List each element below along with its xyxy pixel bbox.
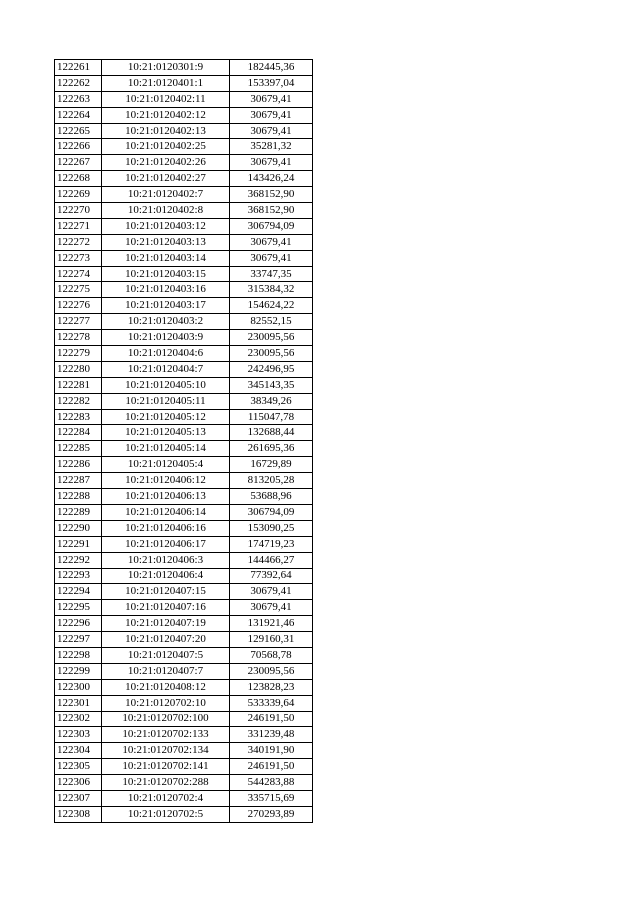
table-row <box>55 727 313 743</box>
table-row <box>55 298 313 314</box>
row-number-cell: 122307 <box>55 790 102 806</box>
cadastral-number-cell: 10:21:0120402:27 <box>102 171 230 187</box>
row-number-cell: 122265 <box>55 123 102 139</box>
table-row <box>55 266 313 282</box>
cadastral-number-cell: 10:21:0120702:10 <box>102 695 230 711</box>
cadastral-number-cell: 10:21:0120403:17 <box>102 298 230 314</box>
cadastral-value-cell: 306794,09 <box>230 218 313 234</box>
cadastral-number-cell: 10:21:0120404:6 <box>102 346 230 362</box>
cadastral-number-cell: 10:21:0120301:9 <box>102 60 230 76</box>
row-number-cell: 122286 <box>55 457 102 473</box>
cadastral-number-cell: 10:21:0120407:19 <box>102 616 230 632</box>
cadastral-number-cell: 10:21:0120702:4 <box>102 790 230 806</box>
row-number-cell: 122270 <box>55 203 102 219</box>
table-row <box>55 695 313 711</box>
row-number-cell: 122289 <box>55 504 102 520</box>
table-row <box>55 584 313 600</box>
row-number-cell: 122273 <box>55 250 102 266</box>
cadastral-number-cell: 10:21:0120407:20 <box>102 632 230 648</box>
cadastral-value-cell: 331239,48 <box>230 727 313 743</box>
table-row <box>55 123 313 139</box>
cadastral-value-cell: 242496,95 <box>230 361 313 377</box>
cadastral-number-cell: 10:21:0120406:12 <box>102 473 230 489</box>
table-row <box>55 616 313 632</box>
row-number-cell: 122290 <box>55 520 102 536</box>
cadastral-value-cell: 368152,90 <box>230 203 313 219</box>
row-number-cell: 122303 <box>55 727 102 743</box>
cadastral-number-cell: 10:21:0120702:5 <box>102 806 230 822</box>
cadastral-number-cell: 10:21:0120407:7 <box>102 663 230 679</box>
table-row <box>55 409 313 425</box>
table-row <box>55 473 313 489</box>
cadastral-number-cell: 10:21:0120402:12 <box>102 107 230 123</box>
cadastral-value-cell: 30679,41 <box>230 155 313 171</box>
row-number-cell: 122274 <box>55 266 102 282</box>
row-number-cell: 122276 <box>55 298 102 314</box>
row-number-cell: 122295 <box>55 600 102 616</box>
table-row <box>55 75 313 91</box>
cadastral-number-cell: 10:21:0120407:15 <box>102 584 230 600</box>
cadastral-value-cell: 70568,78 <box>230 647 313 663</box>
row-number-cell: 122288 <box>55 489 102 505</box>
cadastral-value-cell: 813205,28 <box>230 473 313 489</box>
cadastral-value-cell: 115047,78 <box>230 409 313 425</box>
cadastral-value-cell: 340191,90 <box>230 743 313 759</box>
table-row <box>55 536 313 552</box>
cadastral-number-cell: 10:21:0120401:1 <box>102 75 230 91</box>
cadastral-number-cell: 10:21:0120405:13 <box>102 425 230 441</box>
table-row <box>55 203 313 219</box>
cadastral-value-cell: 182445,36 <box>230 60 313 76</box>
cadastral-value-cell: 230095,56 <box>230 330 313 346</box>
cadastral-value-cell: 30679,41 <box>230 234 313 250</box>
cadastral-value-cell: 154624,22 <box>230 298 313 314</box>
cadastral-number-cell: 10:21:0120403:14 <box>102 250 230 266</box>
row-number-cell: 122299 <box>55 663 102 679</box>
row-number-cell: 122296 <box>55 616 102 632</box>
cadastral-number-cell: 10:21:0120406:3 <box>102 552 230 568</box>
cadastral-number-cell: 10:21:0120402:7 <box>102 187 230 203</box>
table-row <box>55 663 313 679</box>
cadastral-value-cell: 30679,41 <box>230 107 313 123</box>
row-number-cell: 122266 <box>55 139 102 155</box>
cadastral-value-cell: 53688,96 <box>230 489 313 505</box>
cadastral-number-cell: 10:21:0120405:4 <box>102 457 230 473</box>
row-number-cell: 122302 <box>55 711 102 727</box>
table-row <box>55 393 313 409</box>
row-number-cell: 122267 <box>55 155 102 171</box>
table-row <box>55 346 313 362</box>
row-number-cell: 122263 <box>55 91 102 107</box>
cadastral-number-cell: 10:21:0120403:2 <box>102 314 230 330</box>
row-number-cell: 122280 <box>55 361 102 377</box>
cadastral-value-cell: 123828,23 <box>230 679 313 695</box>
row-number-cell: 122281 <box>55 377 102 393</box>
cadastral-value-table <box>54 59 313 823</box>
cadastral-number-cell: 10:21:0120405:12 <box>102 409 230 425</box>
cadastral-value-cell: 38349,26 <box>230 393 313 409</box>
row-number-cell: 122284 <box>55 425 102 441</box>
row-number-cell: 122279 <box>55 346 102 362</box>
table-row <box>55 107 313 123</box>
cadastral-number-cell: 10:21:0120405:14 <box>102 441 230 457</box>
cadastral-value-cell: 345143,35 <box>230 377 313 393</box>
row-number-cell: 122269 <box>55 187 102 203</box>
table-row <box>55 600 313 616</box>
table-row <box>55 218 313 234</box>
table-row <box>55 743 313 759</box>
row-number-cell: 122272 <box>55 234 102 250</box>
row-number-cell: 122275 <box>55 282 102 298</box>
cadastral-number-cell: 10:21:0120402:13 <box>102 123 230 139</box>
row-number-cell: 122305 <box>55 759 102 775</box>
table-row <box>55 91 313 107</box>
cadastral-value-cell: 30679,41 <box>230 91 313 107</box>
table-row <box>55 552 313 568</box>
table-row <box>55 520 313 536</box>
table-row <box>55 647 313 663</box>
cadastral-value-cell: 153397,04 <box>230 75 313 91</box>
row-number-cell: 122306 <box>55 775 102 791</box>
cadastral-value-cell: 30679,41 <box>230 250 313 266</box>
row-number-cell: 122308 <box>55 806 102 822</box>
table-row <box>55 187 313 203</box>
cadastral-value-cell: 368152,90 <box>230 187 313 203</box>
row-number-cell: 122292 <box>55 552 102 568</box>
row-number-cell: 122262 <box>55 75 102 91</box>
cadastral-value-cell: 132688,44 <box>230 425 313 441</box>
table-body <box>55 60 313 823</box>
table-row <box>55 314 313 330</box>
cadastral-number-cell: 10:21:0120405:11 <box>102 393 230 409</box>
cadastral-number-cell: 10:21:0120406:17 <box>102 536 230 552</box>
cadastral-number-cell: 10:21:0120402:25 <box>102 139 230 155</box>
cadastral-value-cell: 30679,41 <box>230 123 313 139</box>
table-row <box>55 330 313 346</box>
table-row <box>55 489 313 505</box>
cadastral-value-cell: 143426,24 <box>230 171 313 187</box>
cadastral-number-cell: 10:21:0120405:10 <box>102 377 230 393</box>
cadastral-number-cell: 10:21:0120403:15 <box>102 266 230 282</box>
cadastral-number-cell: 10:21:0120403:12 <box>102 218 230 234</box>
row-number-cell: 122282 <box>55 393 102 409</box>
row-number-cell: 122287 <box>55 473 102 489</box>
cadastral-value-cell: 174719,23 <box>230 536 313 552</box>
table-row <box>55 361 313 377</box>
table-row <box>55 504 313 520</box>
cadastral-number-cell: 10:21:0120403:13 <box>102 234 230 250</box>
row-number-cell: 122293 <box>55 568 102 584</box>
cadastral-value-cell: 230095,56 <box>230 663 313 679</box>
cadastral-number-cell: 10:21:0120402:26 <box>102 155 230 171</box>
cadastral-number-cell: 10:21:0120407:5 <box>102 647 230 663</box>
row-number-cell: 122304 <box>55 743 102 759</box>
cadastral-value-cell: 230095,56 <box>230 346 313 362</box>
table-row <box>55 250 313 266</box>
cadastral-value-cell: 270293,89 <box>230 806 313 822</box>
cadastral-value-cell: 129160,31 <box>230 632 313 648</box>
cadastral-number-cell: 10:21:0120404:7 <box>102 361 230 377</box>
table-row <box>55 632 313 648</box>
cadastral-number-cell: 10:21:0120406:4 <box>102 568 230 584</box>
row-number-cell: 122278 <box>55 330 102 346</box>
row-number-cell: 122271 <box>55 218 102 234</box>
cadastral-number-cell: 10:21:0120406:14 <box>102 504 230 520</box>
cadastral-number-cell: 10:21:0120406:16 <box>102 520 230 536</box>
table-row <box>55 425 313 441</box>
cadastral-number-cell: 10:21:0120702:288 <box>102 775 230 791</box>
table-row <box>55 790 313 806</box>
table-row <box>55 60 313 76</box>
row-number-cell: 122297 <box>55 632 102 648</box>
cadastral-number-cell: 10:21:0120403:16 <box>102 282 230 298</box>
table-row <box>55 759 313 775</box>
table-row <box>55 711 313 727</box>
cadastral-value-cell: 246191,50 <box>230 711 313 727</box>
cadastral-value-cell: 35281,32 <box>230 139 313 155</box>
cadastral-number-cell: 10:21:0120408:12 <box>102 679 230 695</box>
cadastral-value-cell: 153090,25 <box>230 520 313 536</box>
row-number-cell: 122264 <box>55 107 102 123</box>
cadastral-value-cell: 144466,27 <box>230 552 313 568</box>
cadastral-number-cell: 10:21:0120702:133 <box>102 727 230 743</box>
cadastral-value-cell: 544283,88 <box>230 775 313 791</box>
cadastral-number-cell: 10:21:0120702:141 <box>102 759 230 775</box>
cadastral-number-cell: 10:21:0120403:9 <box>102 330 230 346</box>
cadastral-value-cell: 131921,46 <box>230 616 313 632</box>
cadastral-number-cell: 10:21:0120406:13 <box>102 489 230 505</box>
cadastral-value-cell: 246191,50 <box>230 759 313 775</box>
row-number-cell: 122283 <box>55 409 102 425</box>
table-row <box>55 457 313 473</box>
table-row <box>55 377 313 393</box>
row-number-cell: 122285 <box>55 441 102 457</box>
table-row <box>55 234 313 250</box>
row-number-cell: 122300 <box>55 679 102 695</box>
table-row <box>55 155 313 171</box>
row-number-cell: 122277 <box>55 314 102 330</box>
cadastral-number-cell: 10:21:0120702:100 <box>102 711 230 727</box>
row-number-cell: 122298 <box>55 647 102 663</box>
cadastral-value-cell: 77392,64 <box>230 568 313 584</box>
cadastral-value-cell: 261695,36 <box>230 441 313 457</box>
table-row <box>55 568 313 584</box>
cadastral-value-cell: 306794,09 <box>230 504 313 520</box>
cadastral-value-cell: 33747,35 <box>230 266 313 282</box>
cadastral-value-cell: 30679,41 <box>230 584 313 600</box>
table-row <box>55 139 313 155</box>
row-number-cell: 122294 <box>55 584 102 600</box>
row-number-cell: 122291 <box>55 536 102 552</box>
cadastral-value-cell: 82552,15 <box>230 314 313 330</box>
cadastral-value-cell: 315384,32 <box>230 282 313 298</box>
cadastral-number-cell: 10:21:0120702:134 <box>102 743 230 759</box>
cadastral-value-cell: 533339,64 <box>230 695 313 711</box>
row-number-cell: 122261 <box>55 60 102 76</box>
cadastral-value-cell: 30679,41 <box>230 600 313 616</box>
row-number-cell: 122268 <box>55 171 102 187</box>
cadastral-number-cell: 10:21:0120402:8 <box>102 203 230 219</box>
table-row <box>55 441 313 457</box>
table-row <box>55 282 313 298</box>
cadastral-value-cell: 16729,89 <box>230 457 313 473</box>
table-row <box>55 171 313 187</box>
table-row <box>55 806 313 822</box>
cadastral-number-cell: 10:21:0120407:16 <box>102 600 230 616</box>
cadastral-value-cell: 335715,69 <box>230 790 313 806</box>
cadastral-number-cell: 10:21:0120402:11 <box>102 91 230 107</box>
row-number-cell: 122301 <box>55 695 102 711</box>
table-row <box>55 775 313 791</box>
table-row <box>55 679 313 695</box>
